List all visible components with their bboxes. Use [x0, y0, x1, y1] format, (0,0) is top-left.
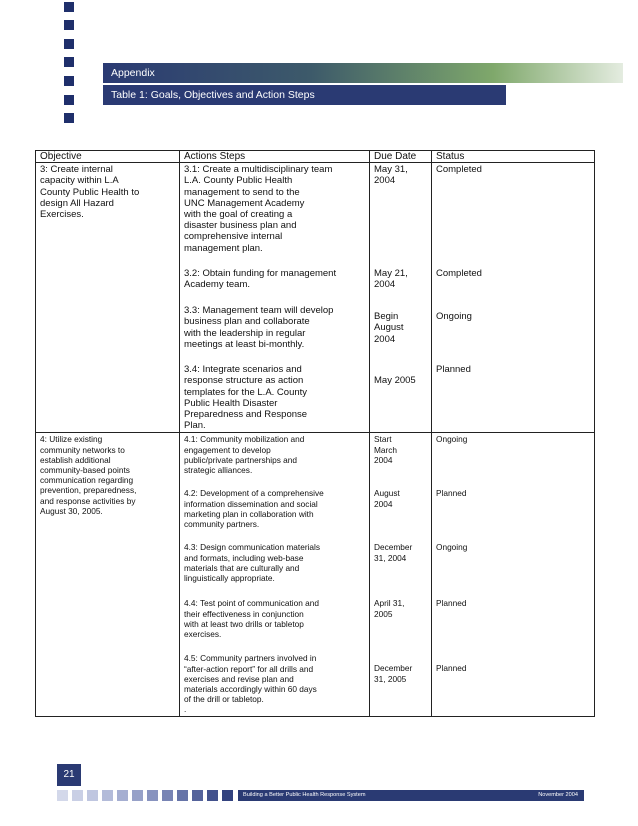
date-3-3: Begin August 2004 [374, 311, 404, 345]
footer-square [162, 790, 173, 801]
table-title: Table 1: Goals, Objectives and Action Steps [111, 89, 315, 101]
objective-cell [36, 163, 180, 433]
step-3-4: 3.4: Integrate scenarios and response structure as action templates for the L.A. County Public Health Disaster Preparedness and Response Plan. [184, 364, 308, 432]
table-header-row [36, 151, 595, 163]
step-4-1: 4.1: Community mobilization and engagement to develop public/private partnerships and strategic alliances. [184, 434, 305, 476]
table-row [36, 163, 595, 433]
decor-square [64, 20, 74, 30]
header-status: Status [432, 151, 595, 163]
footer-bar [238, 790, 584, 801]
header-action-steps: Actions Steps [180, 151, 370, 163]
status-4-1: Ongoing [436, 434, 468, 445]
footer-square [117, 790, 128, 801]
step-3-3: 3.3: Management team will develop business plan and collaborate with the leadership in regular meetings at least bi-monthly. [184, 305, 334, 350]
footer-square [87, 790, 98, 801]
decor-square [64, 113, 74, 123]
header-due-date: Due Date [370, 151, 432, 163]
step-4-3: 4.3: Design communication materials and formats, including web-base materials that are culturally and linguistically appropriate. [184, 542, 321, 584]
footer-square [192, 790, 203, 801]
status-3-1: Completed [436, 164, 482, 176]
footer-square [102, 790, 113, 801]
status-3-4: Planned [436, 364, 471, 376]
objective-cell [36, 433, 180, 716]
footer-square [177, 790, 188, 801]
step-3-1: 3.1: Create a multidisciplinary team L.A. County Public Health management to send to the UNC Management Academy with the goal of creating a disaster business plan and comprehensive internal management plan. [184, 164, 333, 254]
date-3-2: May 21, 2004 [374, 268, 408, 291]
decor-square [64, 57, 74, 67]
footer-square [132, 790, 143, 801]
date-4-3: December 31, 2004 [374, 542, 413, 563]
step-3-2: 3.2: Obtain funding for management Academy team. [184, 268, 337, 291]
date-3-1: May 31, 2004 [374, 164, 408, 187]
decor-square [64, 39, 74, 49]
action-steps-cell [180, 433, 370, 716]
footer-square [57, 790, 68, 801]
footer-square [72, 790, 83, 801]
status-cell [432, 163, 595, 433]
trailing-mark: . [184, 704, 187, 715]
decor-square [64, 76, 74, 86]
table-title-band [103, 85, 506, 105]
step-4-4: 4.4: Test point of communication and their effectiveness in conjunction with at least two drills or tabletop exercises. [184, 598, 319, 640]
date-4-1: Start March 2004 [374, 434, 398, 465]
objective-4-text: 4: Utilize existing community networks to establish additional community-based points communication regarding prevention, preparedness, and response activities by August 30, 2005. [40, 434, 137, 516]
table-row [36, 433, 595, 716]
date-4-4: April 31, 2005 [374, 598, 405, 619]
step-4-2: 4.2: Development of a comprehensive information dissemination and social marketing plan in collaboration with community partners. [184, 488, 324, 530]
due-date-cell [370, 163, 432, 433]
date-3-4: May 2005 [374, 375, 416, 387]
date-4-5: December 31, 2005 [374, 663, 413, 684]
header-objective: Objective [36, 151, 180, 163]
status-4-4: Planned [436, 598, 467, 609]
page-number: 21 [57, 764, 81, 786]
appendix-label: Appendix [111, 67, 155, 79]
objective-3-text: 3: Create internal capacity within L.A County Public Health to design All Hazard Exercises. [40, 164, 140, 221]
footer-date: November 2004 [538, 792, 578, 798]
decor-square [64, 2, 74, 12]
status-4-5: Planned [436, 663, 467, 674]
decor-square [64, 95, 74, 105]
status-cell [432, 433, 595, 716]
status-3-3: Ongoing [436, 311, 472, 323]
goals-table [35, 150, 595, 717]
footer-publication: Building a Better Public Health Response System [243, 792, 366, 798]
footer-square [207, 790, 218, 801]
footer-square [147, 790, 158, 801]
status-4-2: Planned [436, 488, 467, 499]
footer-square [222, 790, 233, 801]
date-4-2: August 2004 [374, 488, 400, 509]
action-steps-cell [180, 163, 370, 433]
status-4-3: Ongoing [436, 542, 468, 553]
appendix-band [103, 63, 623, 83]
step-4-5: 4.5: Community partners involved in “after-action report” for all drills and exercises and revise plan and materials accordingly within 60 days of the drill or tabletop. [184, 653, 317, 705]
due-date-cell [370, 433, 432, 716]
status-3-2: Completed [436, 268, 482, 280]
